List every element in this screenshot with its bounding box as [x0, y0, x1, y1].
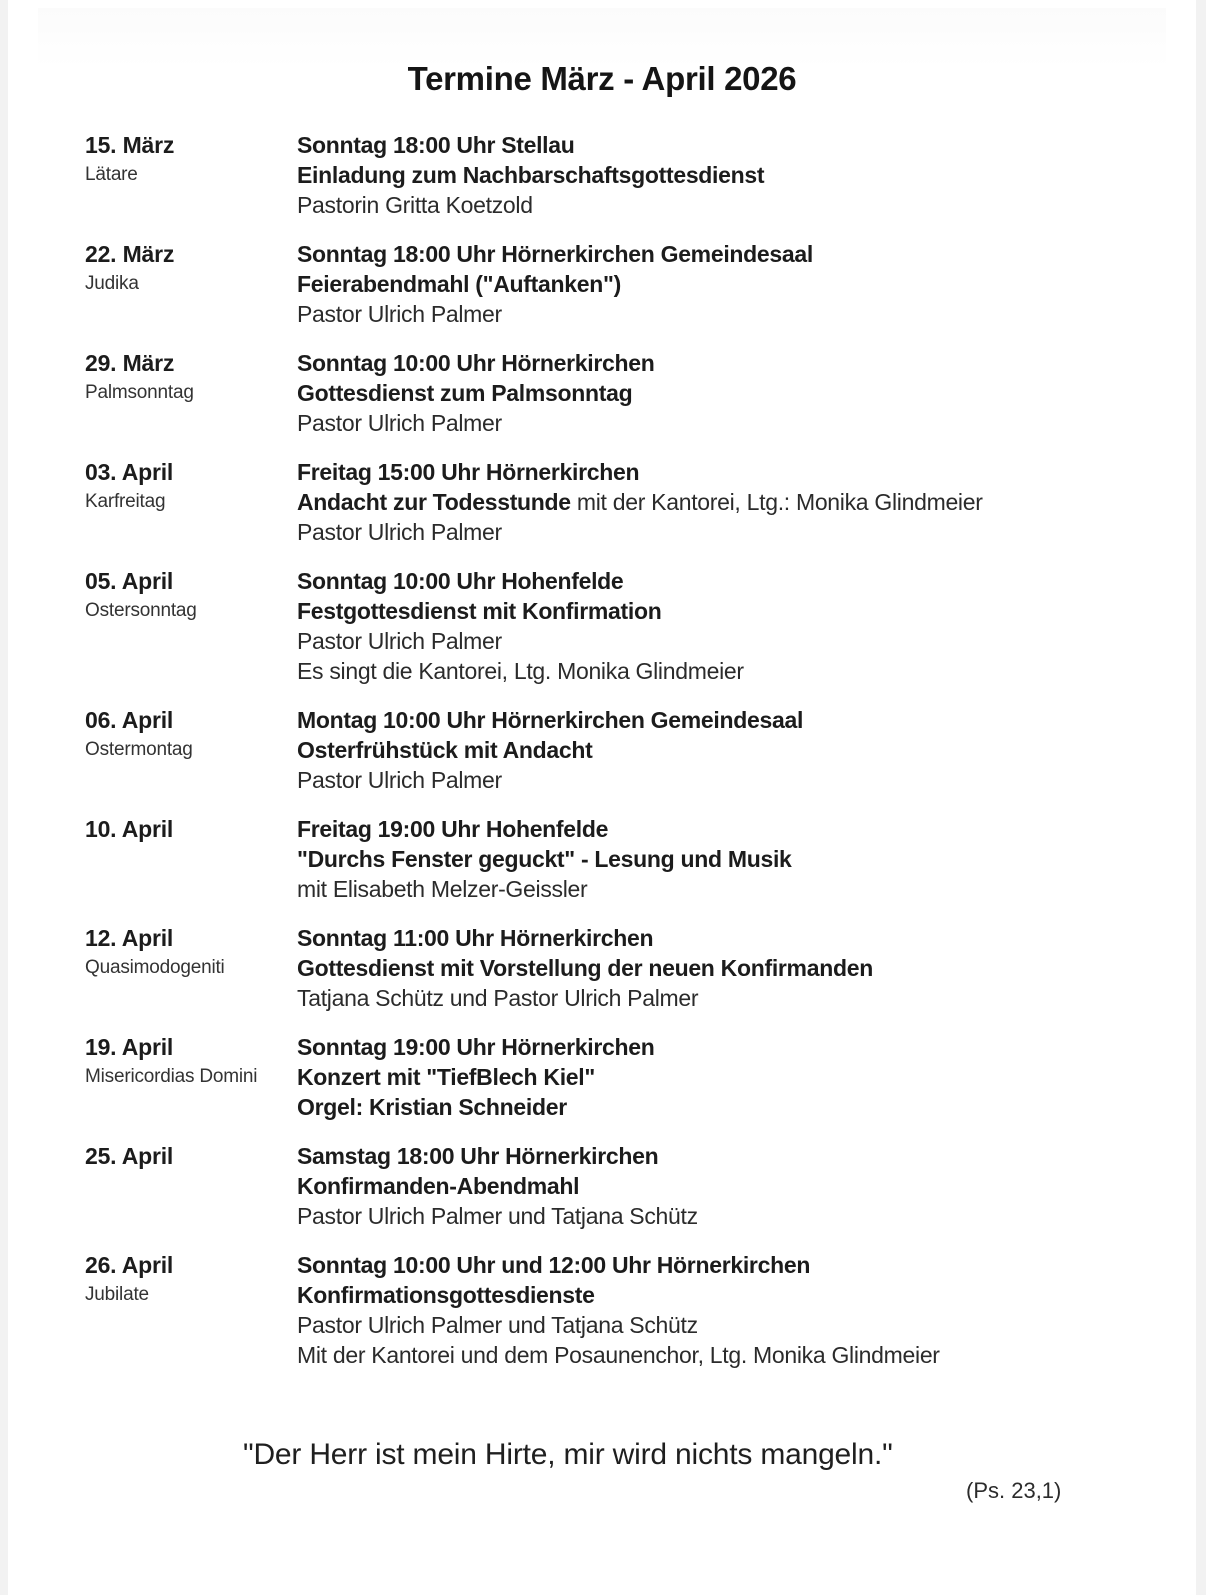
event-headline: Sonntag 18:00 Uhr Stellau: [297, 132, 575, 158]
event-headline: Sonntag 10:00 Uhr Hörnerkirchen: [297, 350, 655, 376]
event-detail: Es singt die Kantorei, Ltg. Monika Glindmeier: [297, 658, 744, 684]
event-detail: Mit der Kantorei und dem Posaunenchor, Ltg. Monika Glindmeier: [297, 1342, 940, 1368]
event-item: [85, 923, 1165, 1013]
event-headline: Freitag 15:00 Uhr Hörnerkirchen: [297, 459, 640, 485]
event-headline: Montag 10:00 Uhr Hörnerkirchen Gemeindesaal: [297, 707, 804, 733]
event-sunday-name: Quasimodogeniti: [85, 957, 225, 978]
event-item: [85, 1032, 1165, 1122]
event-sunday-name: Ostermontag: [85, 739, 193, 760]
event-sunday-name: Karfreitag: [85, 491, 166, 512]
page-header-shade: [38, 8, 1166, 68]
event-detail: Pastor Ulrich Palmer und Tatjana Schütz: [297, 1312, 698, 1338]
event-headline: Samstag 18:00 Uhr Hörnerkirchen: [297, 1143, 659, 1169]
event-list: [85, 130, 1165, 1389]
event-sunday-name: Palmsonntag: [85, 382, 194, 403]
event-date: 10. April: [85, 816, 174, 842]
event-item: [85, 566, 1165, 686]
event-date: 29. März: [85, 350, 175, 376]
bible-quote: "Der Herr ist mein Hirte, mir wird nichts mangeln.": [243, 1438, 893, 1471]
event-headline: Sonntag 11:00 Uhr Hörnerkirchen: [297, 925, 654, 951]
event-title: Festgottesdienst mit Konfirmation: [297, 598, 662, 624]
document-page: [8, 0, 1196, 1595]
event-date: 19. April: [85, 1034, 174, 1060]
event-sunday-name: Jubilate: [85, 1284, 149, 1305]
event-item: [85, 457, 1165, 547]
event-item: [85, 814, 1165, 904]
event-sunday-name: Misericordias Domini: [85, 1066, 258, 1087]
event-title: Konfirmanden-Abendmahl: [297, 1173, 580, 1199]
event-item: [85, 1141, 1165, 1231]
event-detail: Pastorin Gritta Koetzold: [297, 192, 533, 218]
bible-quote-source: (Ps. 23,1): [966, 1478, 1062, 1503]
event-title: Gottesdienst zum Palmsonntag: [297, 380, 633, 406]
event-headline: Sonntag 18:00 Uhr Hörnerkirchen Gemeindesaal: [297, 241, 813, 267]
event-detail: Pastor Ulrich Palmer: [297, 410, 502, 436]
event-item: [85, 1250, 1165, 1370]
event-headline: Sonntag 10:00 Uhr und 12:00 Uhr Hörnerkirchen: [297, 1252, 811, 1278]
event-title: "Durchs Fenster geguckt" - Lesung und Musik: [297, 846, 792, 872]
event-title: Gottesdienst mit Vorstellung der neuen Konfirmanden: [297, 955, 873, 981]
event-item: [85, 705, 1165, 795]
event-headline: Sonntag 19:00 Uhr Hörnerkirchen: [297, 1034, 655, 1060]
event-item: [85, 348, 1165, 438]
event-title: Feierabendmahl ("Auftanken"): [297, 271, 621, 297]
event-detail: Pastor Ulrich Palmer und Tatjana Schütz: [297, 1203, 698, 1229]
event-date: 12. April: [85, 925, 174, 951]
event-sunday-name: Judika: [85, 273, 139, 294]
event-title: Einladung zum Nachbarschaftsgottesdienst: [297, 162, 765, 188]
event-item: [85, 239, 1165, 329]
event-date: 22. März: [85, 241, 175, 267]
event-title-line: [297, 487, 1165, 517]
event-headline: Sonntag 10:00 Uhr Hohenfelde: [297, 568, 624, 594]
event-sunday-name: Lätare: [85, 164, 138, 185]
event-date: 25. April: [85, 1143, 174, 1169]
event-date: 03. April: [85, 459, 174, 485]
event-date: 05. April: [85, 568, 174, 594]
event-detail: Pastor Ulrich Palmer: [297, 628, 502, 654]
event-detail: Pastor Ulrich Palmer: [297, 767, 502, 793]
event-title: Konfirmationsgottesdienste: [297, 1282, 595, 1308]
event-detail: mit Elisabeth Melzer-Geissler: [297, 876, 588, 902]
event-date: 06. April: [85, 707, 174, 733]
event-title: Andacht zur Todesstunde: [297, 489, 571, 515]
event-item: [85, 130, 1165, 220]
page-title: Termine März - April 2026: [407, 60, 797, 97]
event-headline: Freitag 19:00 Uhr Hohenfelde: [297, 816, 609, 842]
event-title-secondary: Orgel: Kristian Schneider: [297, 1094, 567, 1120]
event-sunday-name: Ostersonntag: [85, 600, 197, 621]
event-detail: Tatjana Schütz und Pastor Ulrich Palmer: [297, 985, 699, 1011]
event-date: 26. April: [85, 1252, 174, 1278]
event-date: 15. März: [85, 132, 175, 158]
event-title-extra: mit der Kantorei, Ltg.: Monika Glindmeier: [570, 489, 983, 515]
event-detail: Pastor Ulrich Palmer: [297, 301, 502, 327]
event-title: Konzert mit "TiefBlech Kiel": [297, 1064, 595, 1090]
event-detail: Pastor Ulrich Palmer: [297, 519, 502, 545]
event-title: Osterfrühstück mit Andacht: [297, 737, 593, 763]
